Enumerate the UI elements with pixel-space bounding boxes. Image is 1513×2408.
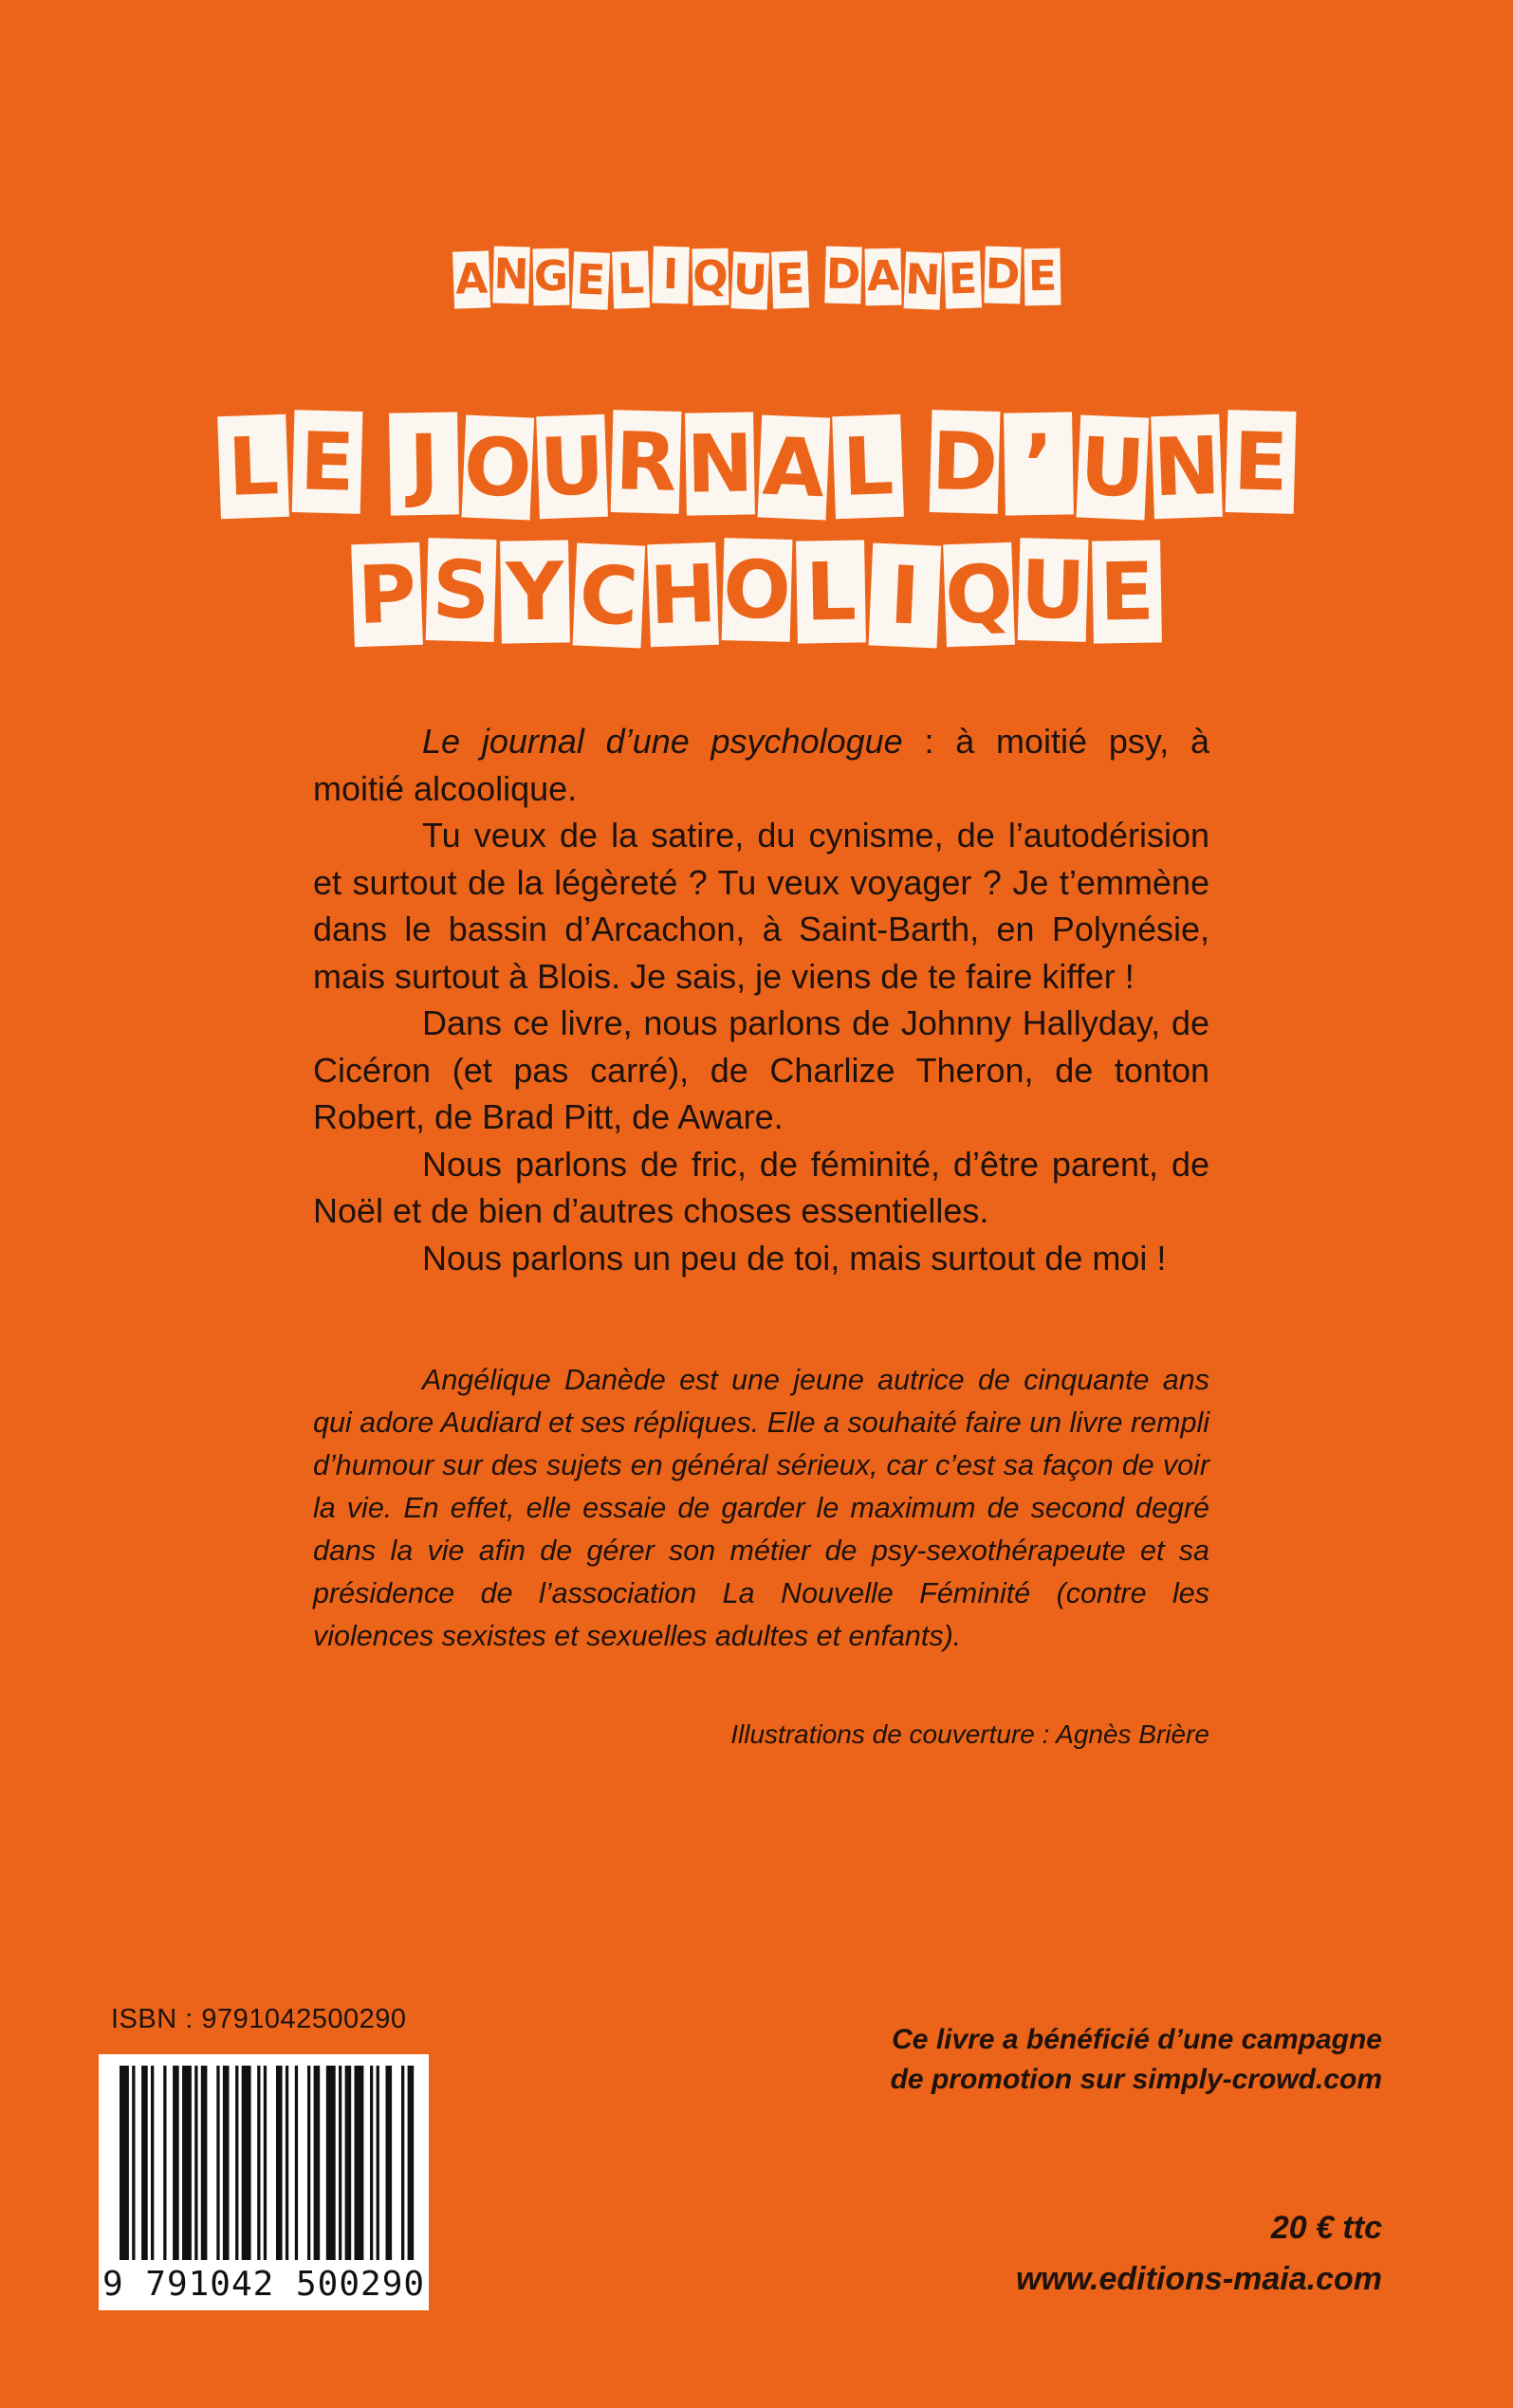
- book-title-line-2: [0, 531, 1513, 654]
- title-letter-block: A: [757, 414, 830, 520]
- barcode-bar: [163, 2066, 166, 2260]
- title-letter-block: G: [532, 248, 569, 306]
- title-letter-block: N: [492, 247, 530, 304]
- title-letter-block: I: [652, 247, 690, 304]
- title-letter-block: J: [389, 412, 459, 515]
- blurb-paragraph-4: Nous parlons de fric, de féminité, d’être parent, de Noël et de bien d’autres choses essentielles.: [313, 1144, 1209, 1230]
- barcode-bar: [151, 2066, 154, 2260]
- title-letter-block: D: [824, 247, 862, 304]
- barcode-bar: [257, 2066, 260, 2260]
- barcode-bar: [182, 2066, 192, 2260]
- title-letter-block: L: [217, 414, 289, 519]
- title-letter-block: S: [425, 538, 496, 642]
- title-letter-block: U: [1076, 414, 1149, 520]
- barcode-bar: [401, 2066, 404, 2260]
- title-letter-block: U: [1017, 538, 1088, 642]
- title-letter-block: L: [612, 250, 650, 308]
- barcode-bar: [201, 2066, 208, 2260]
- promotion-note: [775, 2020, 1382, 2100]
- title-letter-block: H: [647, 542, 719, 647]
- title-letter-block: E: [1225, 410, 1296, 514]
- barcode-bar: [235, 2066, 238, 2260]
- title-letter-block: D: [984, 247, 1022, 304]
- title-letter-block: E: [771, 250, 809, 308]
- illustration-credits: Illustrations de couverture : Agnès Brière: [730, 1719, 1209, 1749]
- title-letter-block: U: [536, 414, 608, 519]
- barcode-bar: [408, 2066, 415, 2260]
- title-letter-block: Y: [500, 540, 570, 643]
- title-letter-block: E: [571, 251, 610, 310]
- barcode-bar: [223, 2066, 230, 2260]
- title-letter-block: Q: [692, 248, 729, 306]
- barcode: [99, 2054, 429, 2310]
- title-letter-block: N: [685, 412, 755, 515]
- title-letter-block: E: [1092, 540, 1162, 643]
- blurb-title-italic: Le journal d’une psychologue: [422, 722, 903, 761]
- barcode-bar: [242, 2066, 251, 2260]
- promotion-line-2: de promotion sur simply-crowd.com: [890, 2064, 1382, 2095]
- barcode-bar: [326, 2066, 336, 2260]
- barcode-bar: [370, 2066, 373, 2260]
- barcode-bar: [120, 2066, 129, 2260]
- blurb-paragraph-2: Tu veux de la satire, du cynisme, de l’autodérision et surtout de la légèreté ? Tu veux voyager ? Je t’emmène dans le bassin d’Arcachon, à Saint-Barth, en Polynésie, mais surtout à Blois. Je sais, je viens de te faire kiffer !: [313, 816, 1209, 996]
- blurb-paragraph-3: Dans ce livre, nous parlons de Johnny Hallyday, de Cicéron (et pas carré), de Charlize Theron, de tonton Robert, de Brad Pitt, de Aware.: [313, 1003, 1209, 1136]
- title-letter-block: N: [1151, 414, 1223, 519]
- title-letter-block: O: [461, 414, 534, 520]
- title-letter-block: N: [903, 251, 942, 310]
- author-name: [0, 245, 1513, 311]
- title-letter-block: Q: [943, 542, 1015, 647]
- barcode-bar: [377, 2066, 379, 2260]
- title-letter-block: E: [291, 410, 362, 514]
- barcode-bar: [295, 2066, 298, 2260]
- title-letter-block: E: [944, 250, 982, 308]
- title-letter-block: D: [929, 410, 1000, 514]
- barcode-bar: [386, 2066, 393, 2260]
- promotion-line-1: Ce livre a bénéficié d’une campagne: [892, 2024, 1382, 2055]
- barcode-bar: [276, 2066, 283, 2260]
- barcode-bar: [141, 2066, 148, 2260]
- title-letter-block: R: [610, 410, 681, 514]
- title-letter-block: A: [864, 248, 901, 306]
- barcode-bar: [264, 2066, 267, 2260]
- barcode-bars: [99, 2054, 429, 2268]
- author-bio: [313, 1359, 1209, 1658]
- title-letter-block: A: [452, 250, 490, 308]
- author-bio-text: Angélique Danède est une jeune autrice de cinquante ans qui adore Audiard et ses répliques. Elle a souhaité faire un livre rempli d’humour sur des sujets en général sérieux, car c’est sa façon de voir la vie. En effet, elle essaie de garder le maximum de second degré dans la vie afin de gérer son métier de psy-sexothérapeute et sa présidence de l’association La Nouvelle Féminité (contre les violences sexistes et sexuelles adultes et enfants).: [313, 1364, 1209, 1652]
- book-blurb: [313, 718, 1209, 1281]
- title-letter-block: P: [351, 542, 423, 647]
- title-letter-block: U: [730, 251, 769, 310]
- barcode-bar: [345, 2066, 352, 2260]
- isbn-label: ISBN : 9791042500290: [111, 2004, 407, 2034]
- barcode-bar: [286, 2066, 288, 2260]
- publisher-website: www.editions-maia.com: [1015, 2261, 1382, 2297]
- title-letter-block: L: [796, 540, 866, 643]
- barcode-bar: [355, 2066, 364, 2260]
- barcode-bar: [339, 2066, 341, 2260]
- title-letter-block: O: [721, 538, 792, 642]
- book-title-line-1: [0, 403, 1513, 526]
- blurb-paragraph-1: [313, 718, 1209, 812]
- price: 20 € ttc: [1270, 2210, 1382, 2246]
- barcode-bar: [307, 2066, 310, 2260]
- title-letter-block: ’: [1004, 412, 1074, 515]
- title-letter-block: C: [572, 542, 645, 648]
- barcode-bar: [314, 2066, 321, 2260]
- title-letter-block: I: [868, 542, 941, 648]
- blurb-paragraph-5: Nous parlons un peu de toi, mais surtout de moi !: [422, 1238, 1167, 1278]
- barcode-digits: 9 791042 500290: [101, 2265, 426, 2304]
- barcode-bar: [173, 2066, 179, 2260]
- barcode-bar: [194, 2066, 197, 2260]
- title-letter-block: E: [1024, 248, 1061, 306]
- blurb-p1-text: : à moitié psy, à moitié alcoolique.: [313, 722, 1209, 808]
- barcode-bar: [132, 2066, 135, 2260]
- barcode-bar: [216, 2066, 219, 2260]
- title-letter-block: L: [832, 414, 904, 519]
